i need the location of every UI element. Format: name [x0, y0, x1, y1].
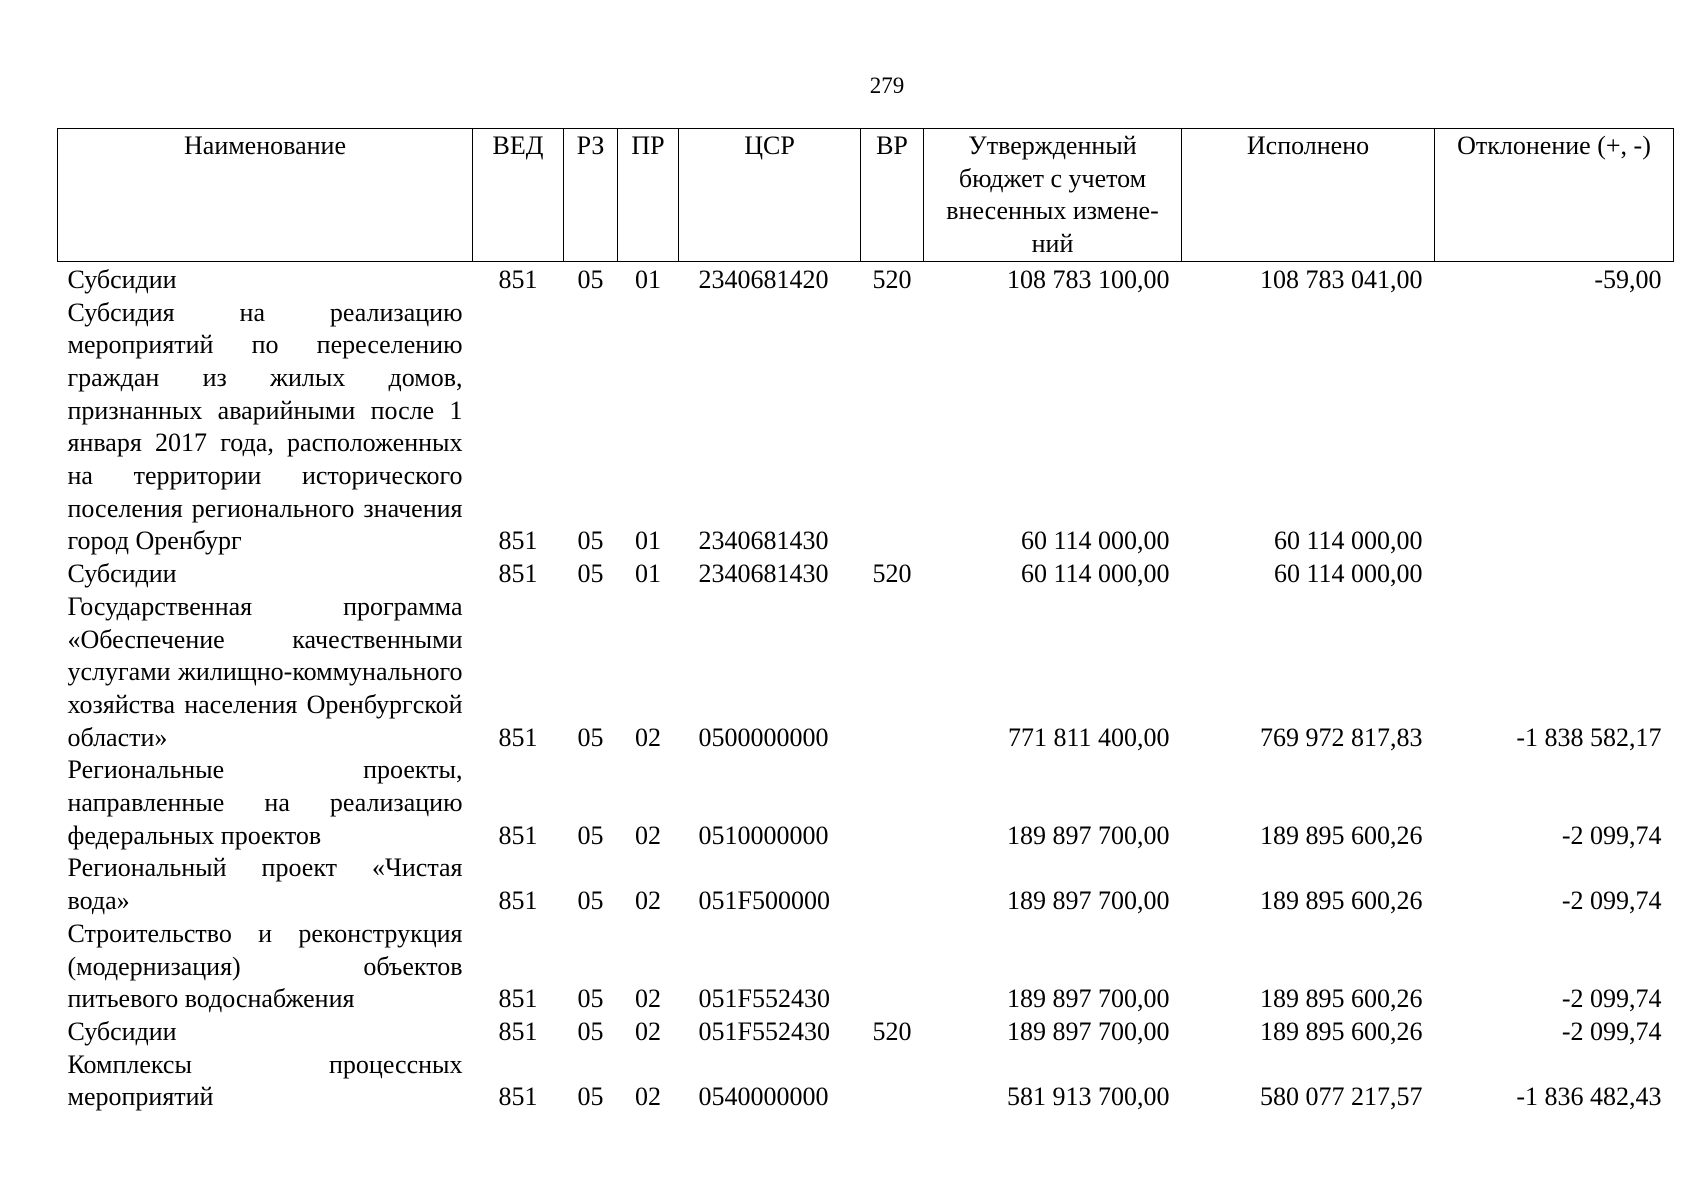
table-row — [58, 558, 1674, 591]
row-deviation: -1 836 482,43 — [1516, 1082, 1662, 1112]
table-row — [58, 1016, 1674, 1049]
row-name: Региональные проекты, направленные на реализацию федеральных проектов — [67, 755, 463, 850]
header-ved: ВЕД — [473, 129, 564, 262]
row-vr — [861, 852, 924, 917]
row-rz: 05 — [577, 886, 604, 916]
row-rz: 05 — [577, 984, 604, 1014]
page-number: 279 — [869, 73, 905, 98]
row-vr — [861, 754, 924, 852]
row-done: 189 895 600,26 — [1260, 820, 1423, 850]
row-deviation — [1435, 558, 1674, 591]
row-budget: 771 811 400,00 — [1007, 722, 1170, 752]
row-name: Региональный проект «Чистая вода» — [67, 853, 463, 916]
row-budget: 581 913 700,00 — [1007, 1082, 1170, 1112]
row-done: 60 114 000,00 — [1273, 559, 1423, 589]
row-vr — [861, 918, 924, 1016]
row-name: Субсидии — [67, 1016, 177, 1046]
row-rz: 05 — [577, 559, 604, 589]
row-ved: 851 — [498, 984, 538, 1014]
row-done: 60 114 000,00 — [1273, 526, 1423, 556]
row-rz: 05 — [577, 264, 604, 294]
row-vr: 520 — [872, 264, 912, 294]
row-done: 580 077 217,57 — [1260, 1082, 1423, 1112]
header-budget: Утвержденный бюджет с учетом внесенных измене-ний — [924, 129, 1182, 262]
row-deviation: -59,00 — [1594, 264, 1662, 294]
row-budget: 189 897 700,00 — [1007, 1016, 1170, 1046]
row-vr — [861, 297, 924, 559]
row-csr: 2340681430 — [698, 526, 829, 556]
row-pr: 01 — [635, 526, 661, 556]
row-ved: 851 — [498, 264, 538, 294]
row-budget: 108 783 100,00 — [1007, 264, 1170, 294]
row-name: Субсидии — [67, 559, 177, 589]
row-done: 189 895 600,26 — [1260, 984, 1423, 1014]
row-name: Государственная программа «Обеспечение качественными услугами жилищно-коммунального хозяйства населения Оренбургской области» — [67, 591, 463, 752]
table-header-row — [58, 129, 1674, 262]
row-vr: 520 — [872, 1016, 912, 1046]
row-pr: 02 — [635, 820, 661, 850]
table-row — [58, 852, 1674, 917]
table-row — [58, 297, 1674, 559]
row-done: 189 895 600,26 — [1260, 1016, 1423, 1046]
row-csr: 051F500000 — [698, 886, 830, 916]
row-budget: 60 114 000,00 — [1020, 559, 1170, 589]
row-pr: 01 — [635, 264, 661, 294]
row-pr: 02 — [635, 1016, 661, 1046]
header-deviation: Отклонение (+, -) — [1435, 129, 1674, 262]
table-row — [58, 754, 1674, 852]
row-rz: 05 — [577, 820, 604, 850]
row-csr: 0540000000 — [698, 1082, 829, 1112]
row-rz: 05 — [577, 722, 604, 752]
row-name: Субсидии — [67, 264, 177, 294]
row-ved: 851 — [498, 886, 538, 916]
row-done: 189 895 600,26 — [1260, 886, 1423, 916]
row-ved: 851 — [498, 1082, 538, 1112]
budget-table — [57, 128, 1674, 1114]
row-rz: 05 — [577, 1082, 604, 1112]
row-ved: 851 — [498, 1016, 538, 1046]
row-deviation: -1 838 582,17 — [1516, 722, 1662, 752]
row-csr: 2340681430 — [698, 559, 829, 589]
row-name: Субсидия на реализацию мероприятий по переселению граждан из жилых домов, признанных аварийными после 1 января 2017 года, расположенных на территории исторического поселения регионального значения город Оренбург — [67, 297, 463, 556]
row-deviation: -2 099,74 — [1561, 820, 1662, 850]
header-done: Исполнено — [1182, 129, 1435, 262]
header-name: Наименование — [58, 129, 473, 262]
row-budget: 189 897 700,00 — [1007, 984, 1170, 1014]
row-ved: 851 — [498, 820, 538, 850]
row-deviation — [1435, 297, 1674, 559]
row-done: 769 972 817,83 — [1260, 722, 1423, 752]
header-pr: ПР — [618, 129, 679, 262]
row-name: Строительство и реконструкция (модернизация) объектов питьевого водоснабжения — [67, 918, 463, 1014]
row-deviation: -2 099,74 — [1561, 984, 1662, 1014]
table-row — [58, 1049, 1674, 1114]
row-budget: 60 114 000,00 — [1020, 526, 1170, 556]
row-csr: 051F552430 — [698, 984, 830, 1014]
header-vr: ВР — [861, 129, 924, 262]
row-deviation: -2 099,74 — [1561, 886, 1662, 916]
row-vr — [861, 1049, 924, 1114]
row-ved: 851 — [498, 526, 538, 556]
row-csr: 0500000000 — [698, 722, 829, 752]
row-ved: 851 — [498, 559, 538, 589]
row-pr: 02 — [635, 886, 661, 916]
row-vr: 520 — [872, 559, 912, 589]
row-done: 108 783 041,00 — [1260, 264, 1423, 294]
budget-table-container — [57, 128, 1673, 1114]
row-pr: 01 — [635, 559, 661, 589]
row-csr: 0510000000 — [698, 820, 829, 850]
row-budget: 189 897 700,00 — [1007, 820, 1170, 850]
row-budget: 189 897 700,00 — [1007, 886, 1170, 916]
header-rz: РЗ — [564, 129, 618, 262]
header-csr: ЦСР — [679, 129, 861, 262]
row-name: Комплексы процессных мероприятий — [67, 1049, 463, 1112]
row-rz: 05 — [577, 1016, 604, 1046]
row-csr: 2340681420 — [698, 264, 829, 294]
row-pr: 02 — [635, 722, 661, 752]
row-rz: 05 — [577, 526, 604, 556]
row-deviation: -2 099,74 — [1561, 1016, 1662, 1046]
table-row — [58, 261, 1674, 296]
row-csr: 051F552430 — [698, 1016, 830, 1046]
row-pr: 02 — [635, 1082, 661, 1112]
table-row — [58, 591, 1674, 755]
table-row — [58, 918, 1674, 1016]
row-pr: 02 — [635, 984, 661, 1014]
row-vr — [861, 591, 924, 755]
row-ved: 851 — [498, 722, 538, 752]
